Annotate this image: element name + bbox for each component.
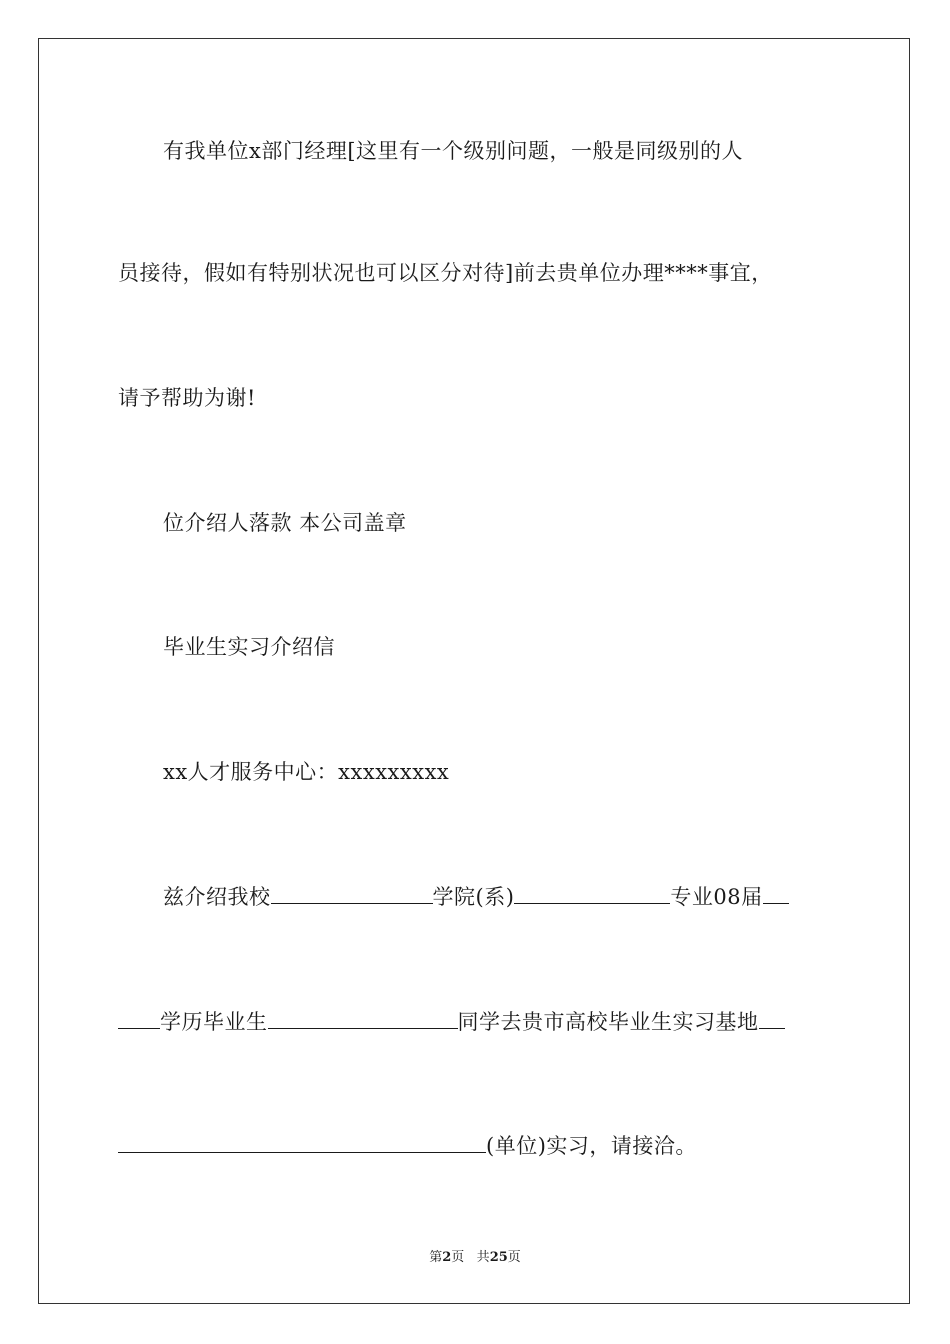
footer-page-suffix: 页 <box>451 1250 465 1265</box>
signature-line: 位介绍人落款 本公司盖章 <box>163 511 407 535</box>
fill-line-1-text-c: 专业08届 <box>670 885 763 909</box>
footer-total-prefix: 共 <box>476 1250 490 1265</box>
footer-page-number: 2 <box>442 1250 452 1265</box>
fill-line-3-text-a: (单位)实习，请接洽。 <box>486 1134 697 1158</box>
blank-degree-end[interactable] <box>118 1008 160 1029</box>
fill-line-3 <box>118 1131 697 1161</box>
fill-line-1-text-b: 学院(系) <box>432 885 515 909</box>
text-line-2: 员接待，假如有特别状况也可以区分对待]前去贵单位办理****事宜， <box>118 261 773 285</box>
footer-page-prefix: 第 <box>429 1250 443 1265</box>
fill-line-1 <box>163 882 789 912</box>
footer-total-suffix: 页 <box>507 1250 521 1265</box>
blank-major[interactable] <box>514 883 670 904</box>
blank-base-start[interactable] <box>759 1008 785 1029</box>
blank-degree-start[interactable] <box>763 883 789 904</box>
text-line-1: 有我单位x部门经理[这里有一个级别问题，一般是同级别的人 <box>163 139 744 163</box>
fill-line-2 <box>118 1007 785 1037</box>
fill-line-1-text-a: 兹介绍我校 <box>163 885 271 909</box>
blank-college[interactable] <box>271 883 433 904</box>
fill-line-2-text-a: 学历毕业生 <box>160 1010 268 1034</box>
blank-unit[interactable] <box>118 1132 486 1153</box>
footer-total-pages: 25 <box>489 1250 508 1265</box>
recipient-line: xx人才服务中心：xxxxxxxxx <box>163 760 450 784</box>
text-line-3: 请予帮助为谢! <box>118 386 256 410</box>
page-frame <box>38 38 910 1304</box>
fill-line-2-text-b: 同学去贵市高校毕业生实习基地 <box>457 1010 759 1034</box>
blank-student-name[interactable] <box>268 1008 458 1029</box>
letter-title: 毕业生实习介绍信 <box>163 635 335 659</box>
page-footer <box>0 1250 950 1266</box>
